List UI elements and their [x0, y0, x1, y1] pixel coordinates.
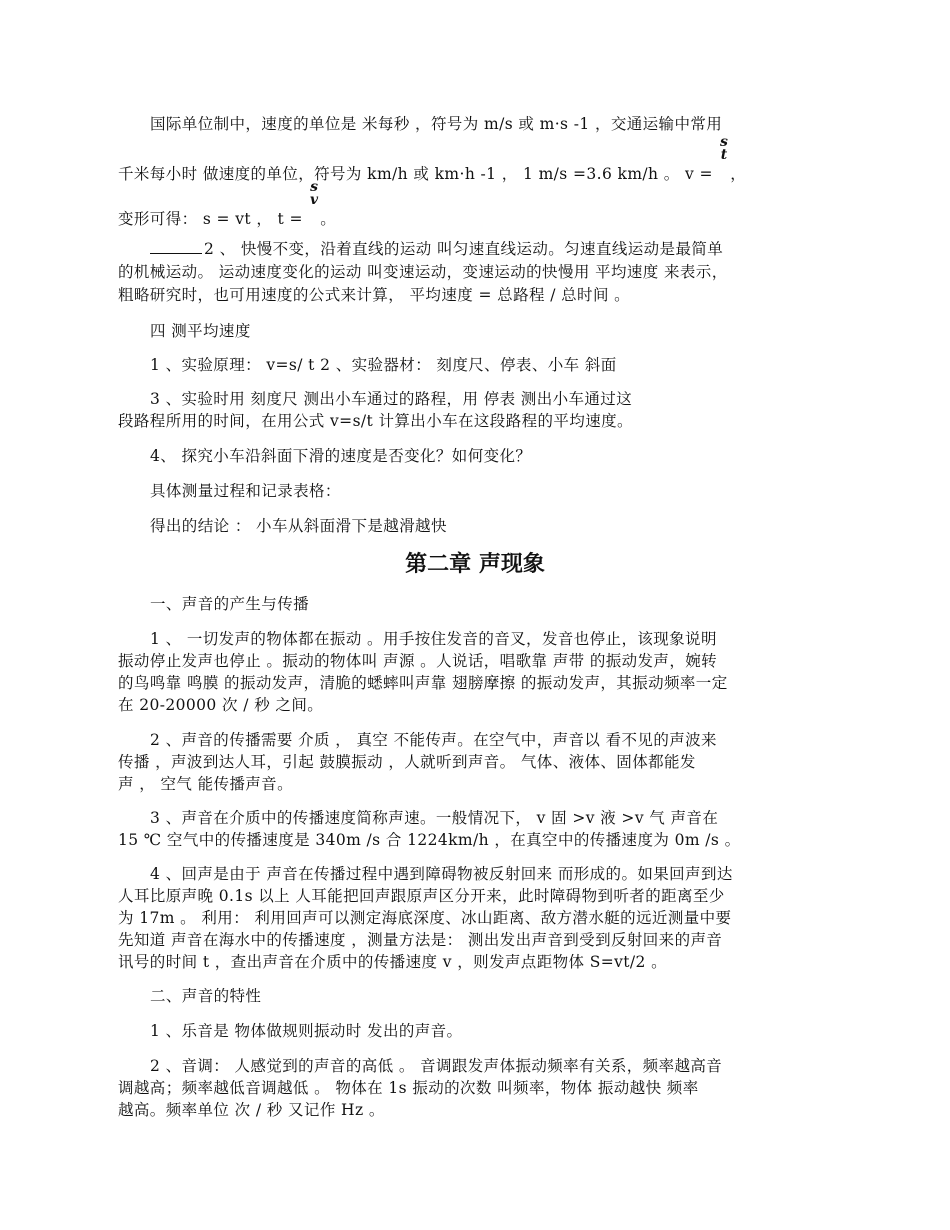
text-line: 段路程所用的时间，在用公式 v=s/t 计算出小车在这段路程的平均速度。 — [118, 412, 633, 430]
text-line: 4 、回声是由于 声音在传播过程中遇到障碍物被反射回来 而形成的。如果回声到达 — [150, 865, 733, 883]
text-line: 1 、实验原理： v=s/ t 2 、实验器材： 刻度尺、停表、小车 斜面 — [150, 356, 617, 374]
text-line: 具体测量过程和记录表格： — [150, 482, 341, 500]
text-span: 2 、 快慢不变，沿着直线的运动 叫匀速直线运动。匀速直线运动是最简单 — [204, 240, 724, 258]
fraction-denominator: t — [720, 147, 728, 163]
fraction-denominator: v — [309, 192, 319, 208]
text-line: 为 17m 。 利用： 利用回声可以测定海底深度、冰山距离、敌方潜水艇的远近测量中要 — [118, 909, 732, 927]
text-line — [150, 238, 843, 260]
text-line: 的鸟鸣靠 鸣膜 的振动发声，清脆的蟋蟀叫声靠 翅膀摩擦 的振动发声，其振动频率一定 — [118, 674, 728, 692]
text-line: 国际单位制中，速度的单位是 米每秒 ，符号为 m/s 或 m·s -1 ，交通运输中常用 — [150, 115, 723, 133]
text-span: 。 — [320, 210, 337, 228]
fraction-s-over-v — [308, 179, 320, 224]
text-line: 3 、实验时用 刻度尺 测出小车通过的路程，用 停表 测出小车通过这 — [150, 390, 633, 408]
text-line: 振动停止发声也停止 。振动的物体叫 声源 。人说话，唱歌靠 声带 的振动发声，婉转 — [118, 652, 718, 670]
text-line: 传播 ，声波到达人耳，引起 鼓膜振动 ，人就听到声音。 气体、液体、固体都能发 — [118, 753, 696, 771]
text-line: 讯号的时间 t ，查出声音在介质中的传播速度 v ，则发声点距物体 S=vt/2 。 — [118, 953, 668, 971]
fill-in-blank — [150, 239, 202, 254]
text-line: 15 ℃ 空气中的传播速度是 340m /s 合 1224km/h ，在真空中的传播速度为 0m /s 。 — [118, 831, 741, 849]
text-line: 先知道 声音在海水中的传播速度 ，测量方法是： 测出发出声音到受到反射回来的声音 — [118, 931, 723, 949]
text-span: ， — [730, 165, 747, 183]
text-line: 越高。频率单位 次 / 秒 又记作 Hz 。 — [118, 1101, 385, 1119]
text-line — [118, 134, 843, 185]
text-line: 得出的结论 ： 小车从斜面滑下是越滑越快 — [150, 517, 447, 535]
text-line: 粗略研究时，也可用速度的公式来计算， 平均速度 = 总路程 / 总时间 。 — [118, 286, 631, 304]
text-line: 声 ， 空气 能传播声音。 — [118, 775, 293, 793]
chapter-title: 第二章 声现象 — [405, 552, 545, 577]
text-line: 在 20-20000 次 / 秒 之间。 — [118, 696, 324, 714]
text-line: 调越高；频率越低音调越低 。 物体在 1s 振动的次数 叫频率，物体 振动越快 频率 — [118, 1079, 699, 1097]
text-line: 4、 探究小车沿斜面下滑的速度是否变化？如何变化？ — [150, 447, 532, 465]
text-line — [118, 179, 843, 230]
text-line: 1 、 一切发声的物体都在振动 。用手按住发音的音叉，发音也停止，该现象说明 — [150, 630, 717, 648]
fraction-s-over-t — [718, 134, 730, 179]
fraction-numerator: s — [720, 134, 729, 150]
text-line: 1 、乐音是 物体做规则振动时 发出的声音。 — [150, 1022, 463, 1040]
section-heading: 一、声音的产生与传播 — [150, 595, 310, 613]
fraction-numerator: s — [310, 179, 319, 195]
text-line: 2 、声音的传播需要 介质 ， 真空 不能传声。在空气中，声音以 看不见的声波来 — [150, 731, 717, 749]
text-span: 变形可得： s = vt ， t = — [118, 210, 303, 228]
section-heading: 四 测平均速度 — [150, 322, 251, 340]
text-line: 的机械运动。 运动速度变化的运动 叫变速运动，变速运动的快慢用 平均速度 来表示， — [118, 263, 728, 281]
text-line: 3 、声音在介质中的传播速度简称声速。一般情况下， v 固 >v 液 >v 气 声音在 — [150, 809, 719, 827]
text-span: 千米每小时 做速度的单位，符号为 km/h 或 km·h -1 ， 1 m/s =3.6 km/h 。 v = — [118, 165, 713, 183]
section-heading: 二、声音的特性 — [150, 987, 262, 1005]
text-line: 2 、音调： 人感觉到的声音的高低 。 音调跟发声体振动频率有关系，频率越高音 — [150, 1057, 723, 1075]
text-line: 人耳比原声晚 0.1s 以上 人耳能把回声跟原声区分开来，此时障碍物到听者的距离至少 — [118, 887, 725, 905]
